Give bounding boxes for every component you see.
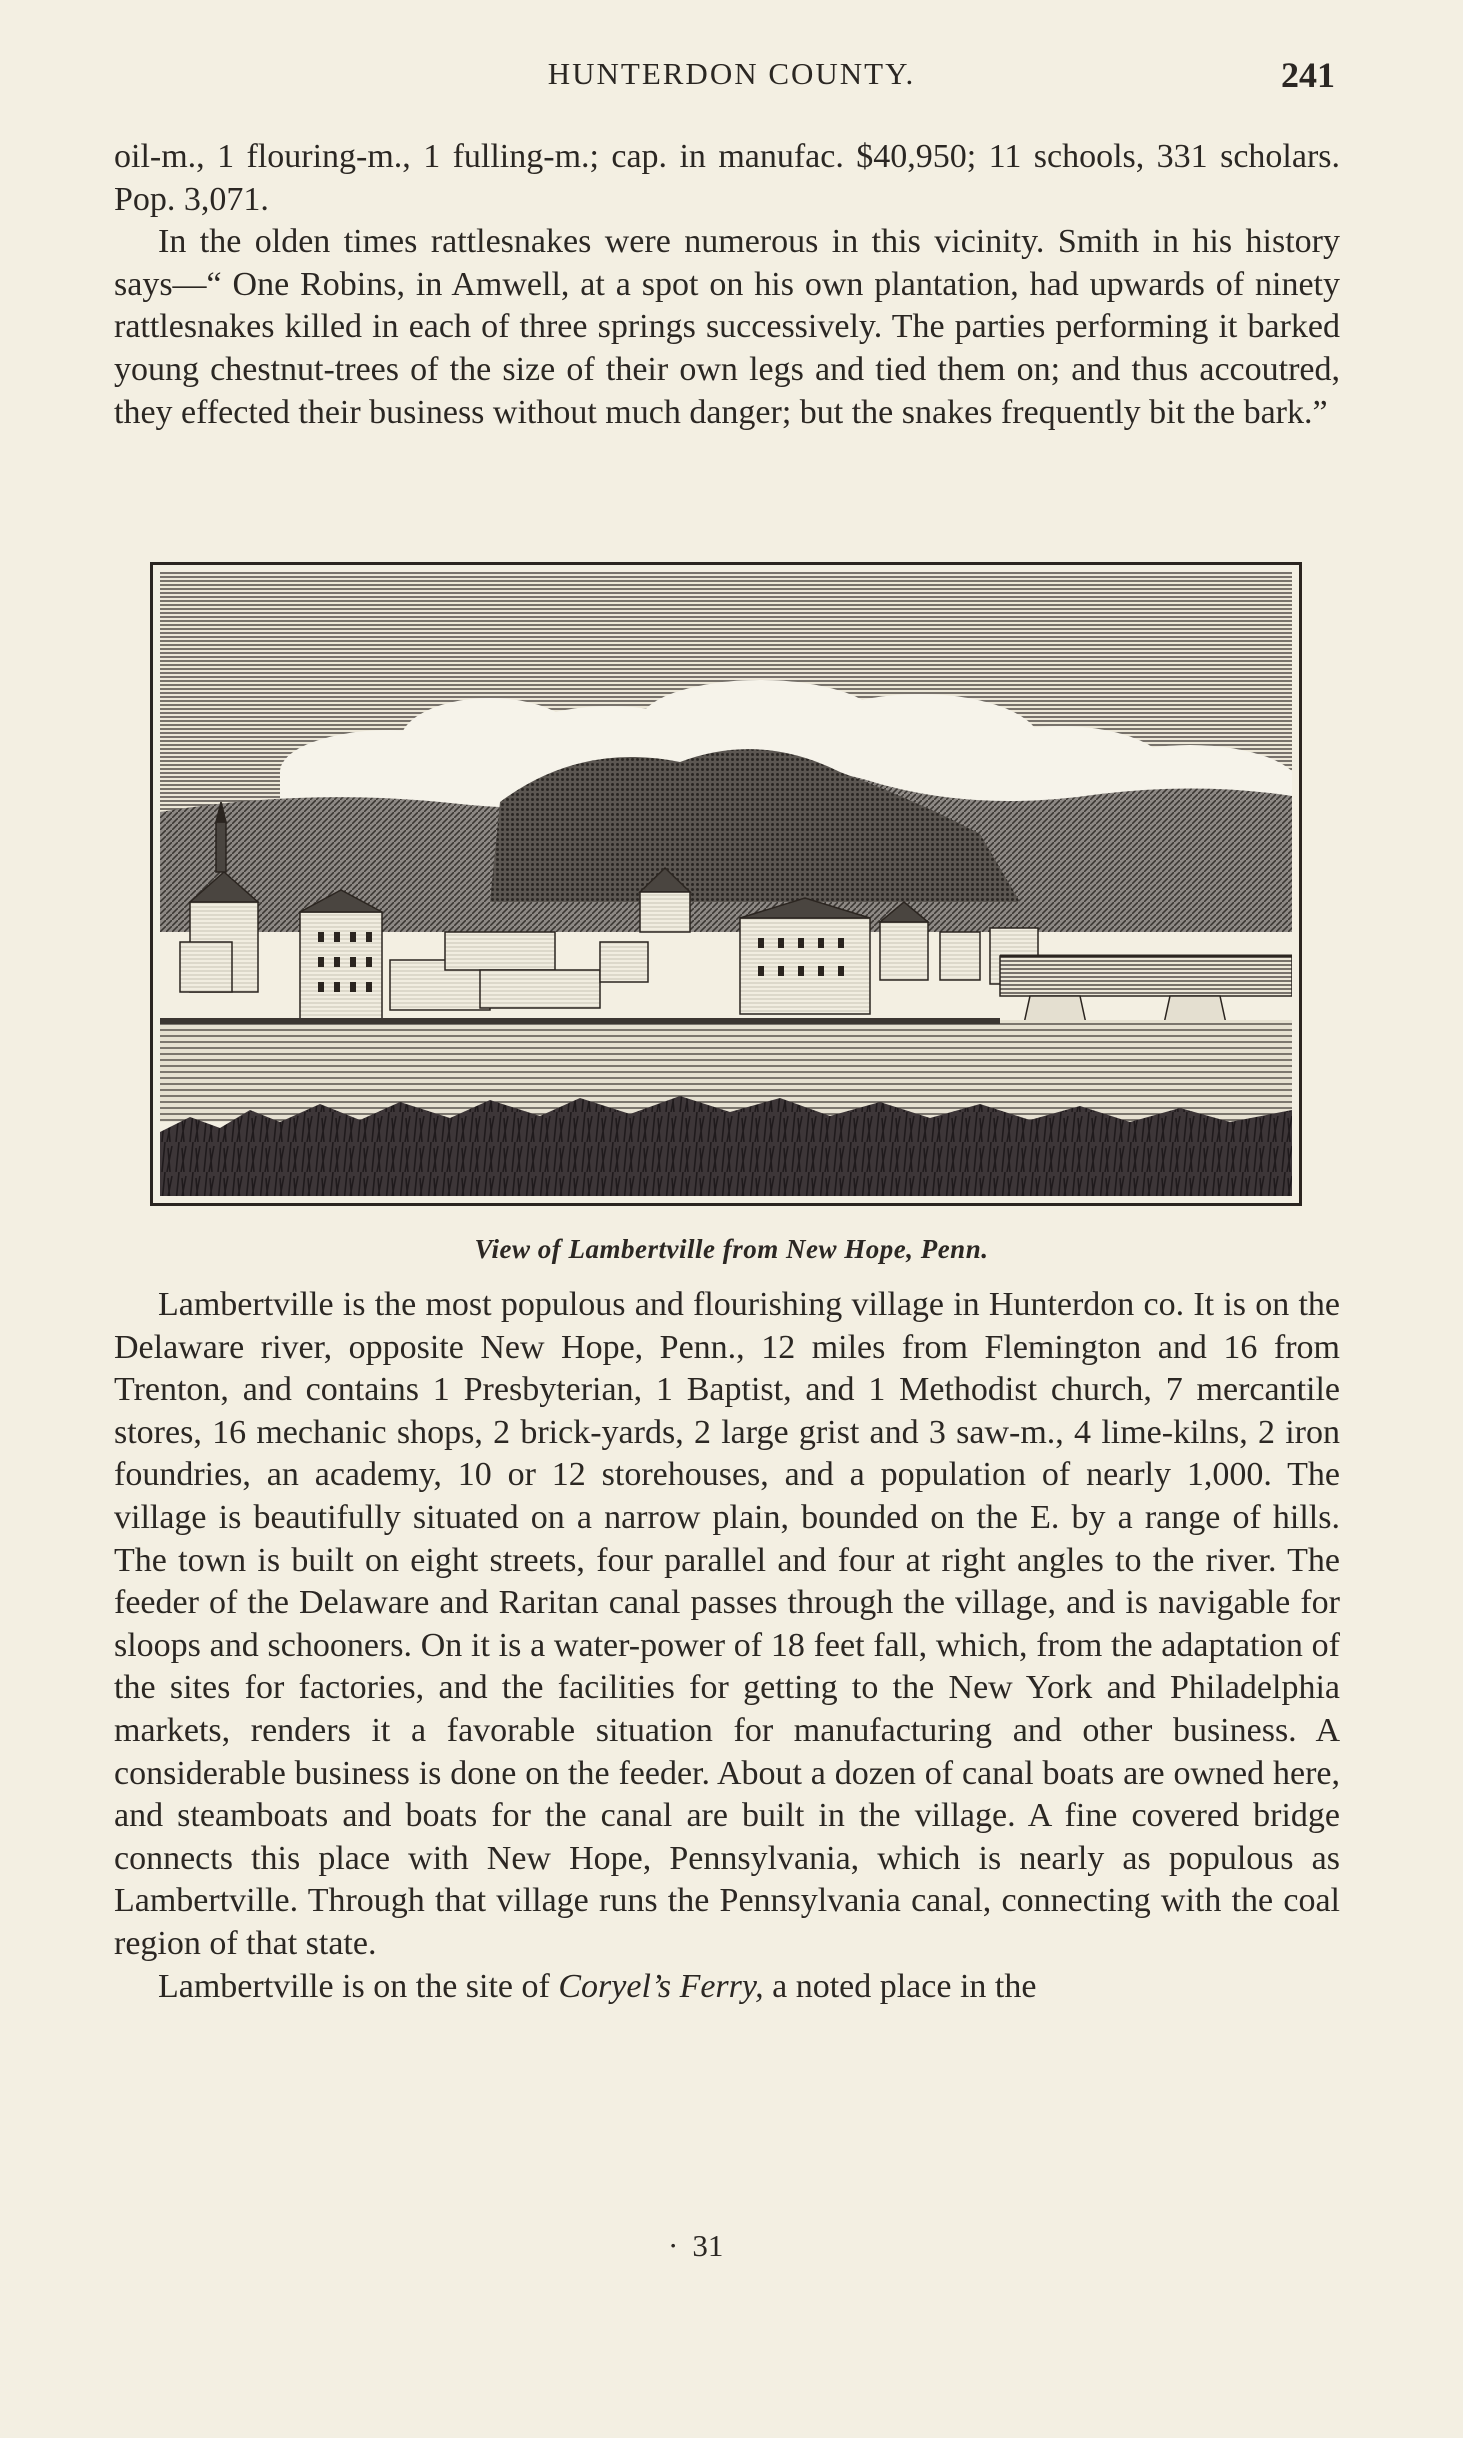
running-title: HUNTERDON COUNTY. <box>547 56 916 91</box>
signature-mark <box>668 2228 723 2264</box>
main-text <box>114 1284 1340 2008</box>
engraving-lambertville <box>150 562 1302 1206</box>
intro-paragraph-2: In the olden times rattlesnakes were numerous in this vicinity. Smith in his history says—“ One Robins, in Amwell, at a spot on his own plantation, had upwards of ninety rattlesnakes killed in each of three springs successively. The parties performing it barked young chestnut-trees of the size of their own legs and tied them on; and thus accoutred, they effected their business without much danger; but the snakes frequently bit the bark.” <box>114 223 1340 431</box>
main-paragraph-1: Lambertville is the most populous and flourishing village in Hunterdon co. It is on the Delaware river, opposite New Hope, Penn., 12 miles from Flemington and 16 from Trenton, and contains 1 Presbyterian, 1 Baptist, and 1 Methodist church, 7 mercantile stores, 16 mechanic shops, 2 brick-yards, 2 large grist and 3 saw-m., 4 lime-kilns, 2 iron foundries, an academy, 10 or 12 storehouses, and a population of nearly 1,000. The village is beautifully situated on a narrow plain, bounded on the E. by a range of hills. The town is built on eight streets, four parallel and four at right angles to the river. The feeder of the Delaware and Raritan canal passes through the village, and is navigable for sloops and schooners. On it is a water-power of 18 feet fall, which, from the adaptation of the sites for factories, and the facilities for getting to the New York and Philadelphia markets, renders it a favorable situation for manufacturing and other business. A considerable business is done on the feeder. About a dozen of canal boats are owned here, and steamboats and boats for the canal are built in the village. A fine covered bridge connects this place with New Hope, Pennsylvania, which is nearly as populous as Lambertville. Through that village runs the Pennsylvania canal, connecting with the coal region of that state. <box>114 1286 1340 1962</box>
signature-number: 31 <box>692 2228 724 2263</box>
main-paragraph-2-end: a noted place in the <box>763 1967 1037 2005</box>
main-paragraph-2-start: Lambertville is on the site of <box>158 1967 559 2005</box>
intro-text <box>114 136 1340 434</box>
signature-dot: · <box>668 2228 679 2263</box>
main-paragraph-2 <box>114 1966 1340 2009</box>
figure-caption: View of Lambertville from New Hope, Penn. <box>474 1234 989 1264</box>
delaware-river <box>160 1020 1292 1122</box>
shore-line <box>160 1018 1000 1024</box>
engraving-illustration <box>160 572 1292 1196</box>
page-number: 241 <box>1281 55 1335 95</box>
running-head <box>0 56 1463 100</box>
intro-paragraph-1: oil-m., 1 flouring-m., 1 fulling-m.; cap. in manufac. $40,950; 11 schools, 331 scholars. Pop. 3,071. <box>114 138 1340 218</box>
coryels-ferry-italic: Coryel’s Ferry, <box>558 1967 764 2005</box>
